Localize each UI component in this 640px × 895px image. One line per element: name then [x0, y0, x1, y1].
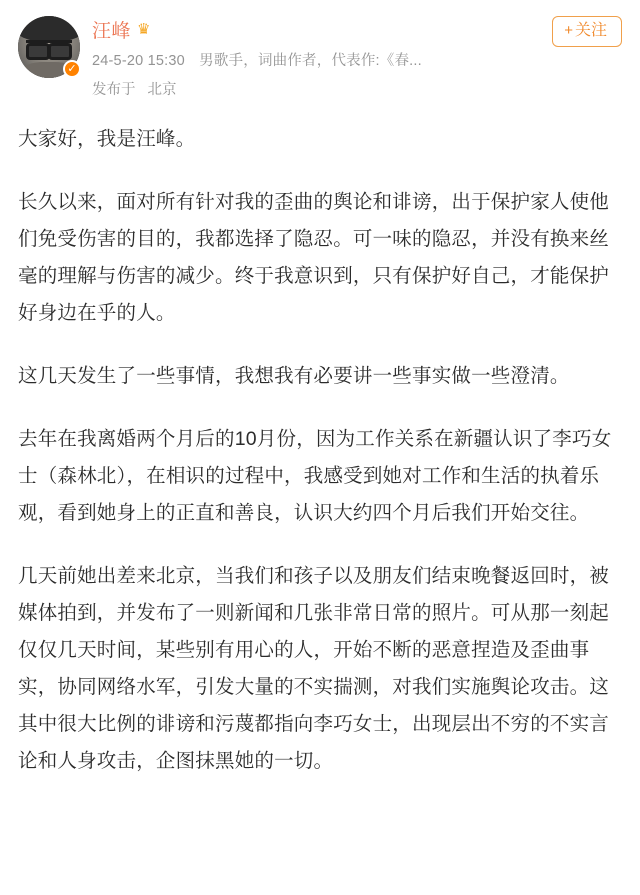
- post-meta: [92, 14, 622, 99]
- crown-icon: ♛: [137, 20, 151, 38]
- post-content: [18, 121, 622, 780]
- follow-button-label: 关注: [574, 22, 607, 39]
- post-info-line: [92, 49, 622, 70]
- plus-icon: +: [564, 22, 573, 39]
- post-header: [18, 14, 622, 99]
- avatar-sunglasses: [26, 40, 72, 55]
- avatar-hair: [18, 16, 80, 42]
- location-label: 发布于: [92, 82, 136, 98]
- post-paragraph: 去年在我离婚两个月后的10月份，因为工作关系在新疆认识了李巧女士（森林北），在相识的过程中，我感受到她对工作和生活的执着乐观，看到她身上的正直和善良，认识大约四个月后我们开始交往。: [18, 428, 612, 524]
- post-location-line: [92, 78, 622, 99]
- post-timestamp: 24-5-20 15:30: [92, 53, 185, 69]
- post-paragraph: 大家好，我是汪峰。: [18, 128, 196, 150]
- follow-button[interactable]: [552, 16, 622, 47]
- verified-check-icon: ✓: [63, 60, 81, 78]
- avatar[interactable]: [18, 16, 80, 78]
- post-paragraph: 几天前她出差来北京，当我们和孩子以及朋友们结束晚餐返回时，被媒体拍到，并发布了一则新闻和几张非常日常的照片。可从那一刻起仅仅几天时间，某些别有用心的人，开始不断的恶意捏造及歪曲事实，协同网络水军，引发大量的不实揣测，对我们实施舆论攻击。这其中很大比例的诽谤和污蔑都指向李巧女士，出现层出不穷的不实言论和人身攻击，企图抹黑她的一切。: [18, 565, 610, 772]
- post-paragraph: 长久以来，面对所有针对我的歪曲的舆论和诽谤，出于保护家人使他们免受伤害的目的，我都选择了隐忍。可一味的隐忍，并没有换来丝毫的理解与伤害的减少。终于我意识到，只有保护好自己，才能保护好身边在乎的人。: [18, 191, 610, 324]
- author-row: [92, 16, 622, 42]
- author-name[interactable]: 汪峰: [92, 20, 132, 42]
- content-fade-overlay: [0, 869, 640, 895]
- location-value[interactable]: 北京: [147, 82, 177, 98]
- post-paragraph: 这几天发生了一些事情，我想我有必要讲一些事实做一些澄清。: [18, 365, 570, 387]
- author-description: 男歌手，词曲作者，代表作:《春...: [199, 53, 422, 69]
